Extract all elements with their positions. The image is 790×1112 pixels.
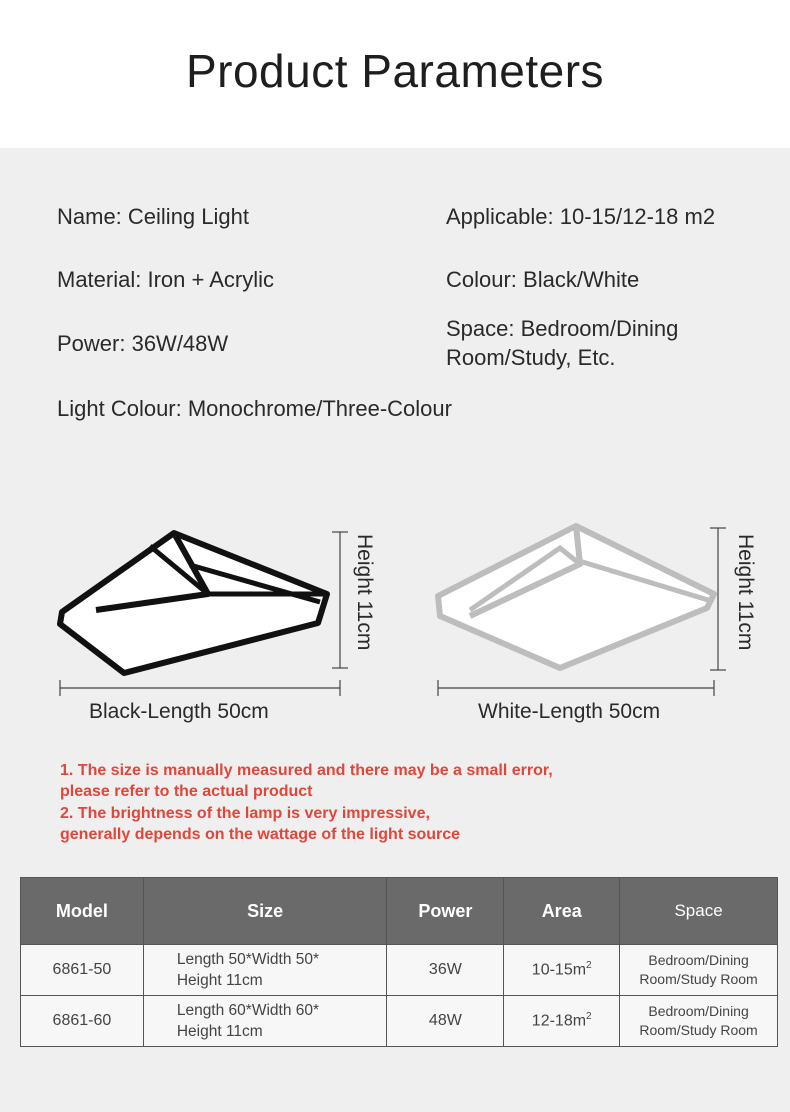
cell-space [620, 945, 778, 996]
param-colour: Colour: Black/White [446, 267, 640, 292]
black-height-dimension-line [330, 530, 350, 670]
spec-table [20, 877, 778, 1047]
param-light-colour: Light Colour: Monochrome/Three-Colour [57, 396, 452, 421]
param-space [446, 314, 678, 372]
note-line-2: please refer to the actual product [60, 783, 313, 800]
table-row [21, 945, 778, 996]
white-lamp-illustration [430, 520, 720, 720]
cell-model: 6861-50 [21, 945, 144, 996]
note-line-1: 1. The size is manually measured and there may be a small error, [60, 762, 553, 779]
cell-area-value: 12-18m [531, 1012, 587, 1030]
cell-area [504, 945, 620, 996]
white-height-label: Height 11cm [734, 534, 757, 651]
white-length-label: White-Length 50cm [478, 700, 661, 723]
black-length-label: Black-Length 50cm [89, 700, 269, 723]
param-space-line1: Space: Bedroom/Dining [446, 316, 679, 341]
cell-model: 6861-60 [21, 996, 144, 1047]
cell-area-sup: 2 [586, 960, 592, 972]
white-height-dimension-line [708, 526, 728, 672]
cell-space-line2: Room/Study Room [639, 1022, 758, 1038]
header [0, 0, 790, 148]
cell-size-line2: Height 11cm [176, 972, 263, 989]
table-header-row [21, 878, 778, 945]
note-line-4: generally depends on the wattage of the light source [60, 826, 461, 843]
black-height-label: Height 11cm [353, 534, 376, 651]
page-title: Product Parameters [185, 45, 605, 97]
cell-space-line1: Bedroom/Dining [648, 952, 749, 968]
cell-size [143, 945, 387, 996]
param-material: Material: Iron + Acrylic [57, 267, 275, 292]
header-size: Size [143, 878, 387, 945]
header-power: Power [387, 878, 504, 945]
cell-size-line1: Length 50*Width 50* [176, 951, 320, 968]
table-row [21, 996, 778, 1047]
note-line-3: 2. The brightness of the lamp is very impressive, [60, 805, 430, 822]
cell-size-line1: Length 60*Width 60* [176, 1002, 320, 1019]
cell-space-line1: Bedroom/Dining [648, 1003, 749, 1019]
cell-space [620, 996, 778, 1047]
cell-area [504, 996, 620, 1047]
cell-space-line2: Room/Study Room [639, 971, 758, 987]
param-name: Name: Ceiling Light [57, 204, 249, 229]
param-space-line2: Room/Study, Etc. [446, 345, 616, 370]
cell-power: 48W [387, 996, 504, 1047]
header-space: Space [620, 878, 778, 945]
param-applicable: Applicable: 10-15/12-18 m2 [446, 204, 716, 229]
param-power: Power: 36W/48W [57, 331, 229, 356]
header-area: Area [504, 878, 620, 945]
header-model: Model [21, 878, 144, 945]
cell-size-line2: Height 11cm [176, 1023, 263, 1040]
black-lamp-illustration [40, 520, 350, 720]
cell-power: 36W [387, 945, 504, 996]
cell-area-value: 10-15m [531, 961, 587, 979]
cell-size [143, 996, 387, 1047]
cell-area-sup: 2 [586, 1011, 592, 1023]
